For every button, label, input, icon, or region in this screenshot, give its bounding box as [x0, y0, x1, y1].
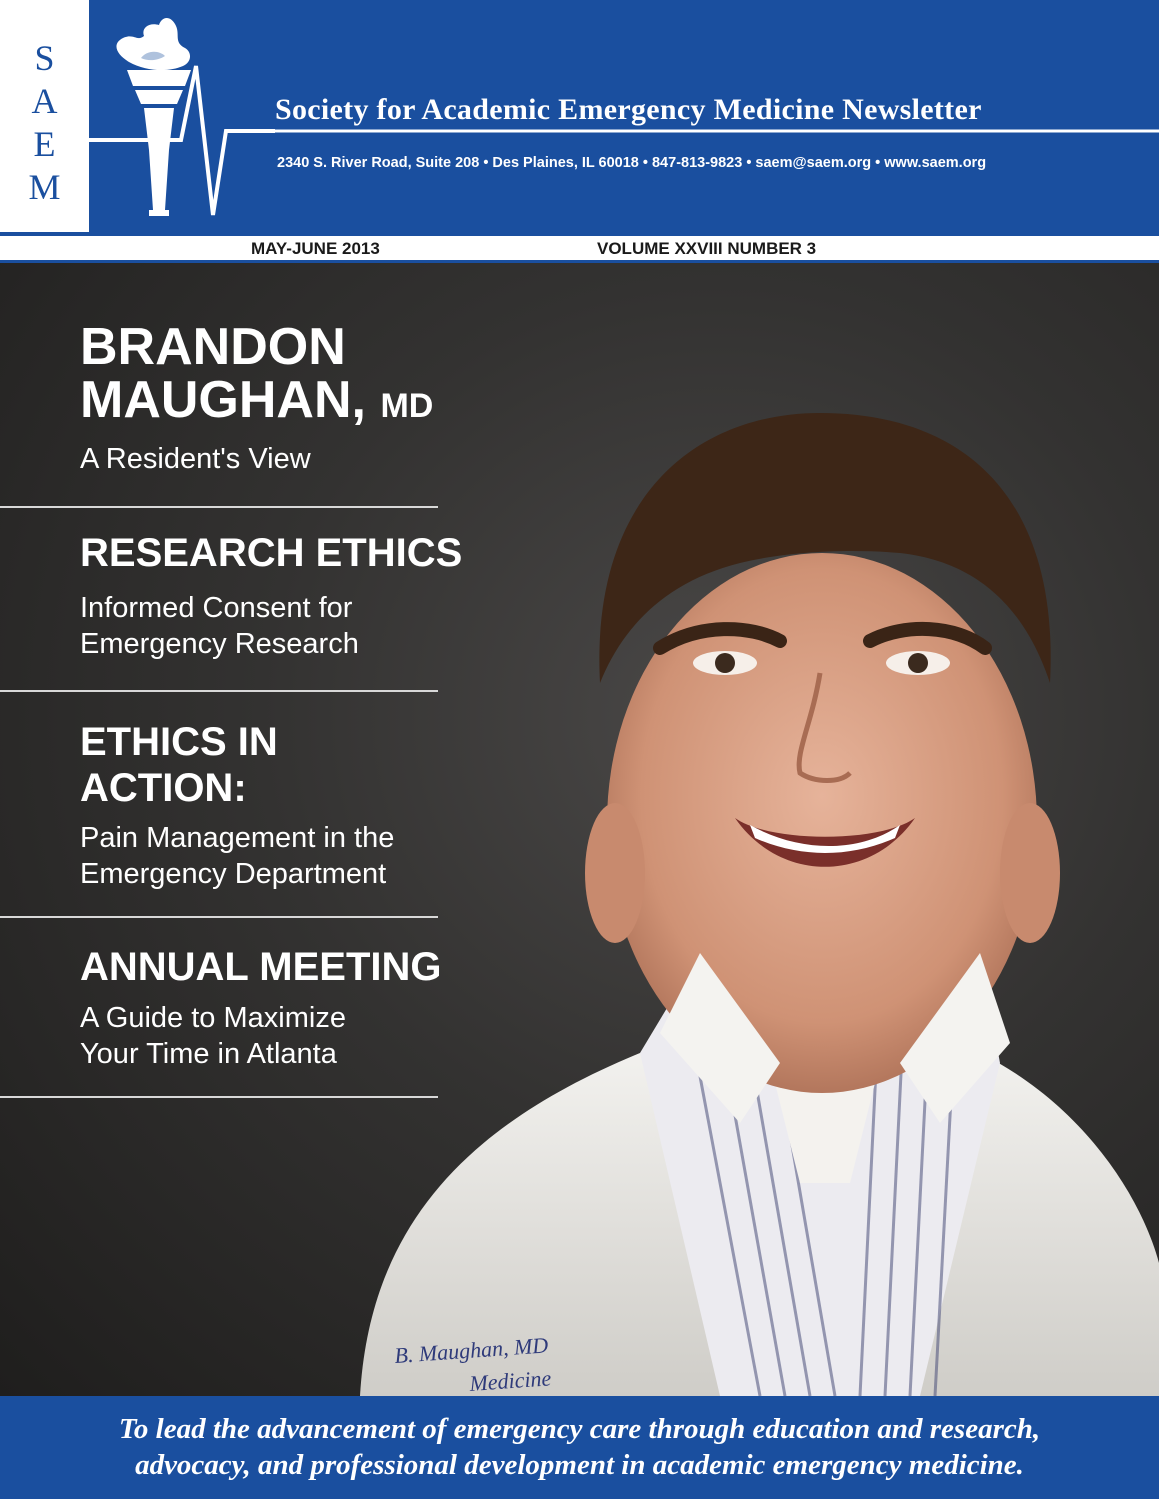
feature-1-surname: MAUGHAN,	[80, 371, 366, 429]
logo-letter-e: E	[33, 124, 56, 164]
divider-1	[0, 506, 438, 508]
issue-volume: VOLUME XXVIII NUMBER 3	[597, 239, 817, 258]
feature-4-title: ANNUAL MEETING	[80, 945, 442, 989]
logo-letter-s: S	[34, 38, 55, 78]
issue-date: MAY-JUNE 2013	[251, 239, 380, 258]
feature-3-subtitle-line1: Pain Management in the	[80, 822, 395, 854]
logo-letter-a: A	[31, 81, 58, 121]
feature-2-subtitle-line2: Emergency Research	[80, 628, 359, 660]
mission-statement	[0, 1411, 1159, 1483]
feature-3-subtitle-line2: Emergency Department	[80, 858, 387, 890]
divider-3	[0, 916, 438, 918]
feature-1-title-line2	[80, 371, 434, 429]
logo-letter-m: M	[28, 167, 61, 207]
feature-4-subtitle-line1: A Guide to Maximize	[80, 1002, 346, 1034]
mission-line-2: advocacy, and professional development in academic emergency medicine.	[135, 1449, 1024, 1481]
contact-address: 2340 S. River Road, Suite 208 • Des Plaines, IL 60018 • 847-813-9823 • saem@saem.org • www.saem.org	[277, 155, 987, 171]
feature-1-suffix: MD	[380, 387, 434, 425]
feature-4-subtitle-line2: Your Time in Atlanta	[80, 1038, 337, 1070]
issue-bar	[0, 236, 1159, 263]
coat-embroidery-dept: Medicine	[468, 1365, 553, 1396]
saem-logo	[0, 0, 89, 232]
feature-1-subtitle: A Resident's View	[80, 443, 311, 475]
feature-3-title-line1: ETHICS IN	[80, 720, 278, 764]
masthead	[0, 0, 1159, 236]
divider-2	[0, 690, 438, 692]
mission-line-1: To lead the advancement of emergency care through education and research,	[118, 1413, 1041, 1445]
feature-3-title-line2: ACTION:	[80, 766, 247, 810]
newsletter-title: Society for Academic Emergency Medicine Newsletter	[275, 93, 982, 126]
coat-embroidery-name: B. Maughan, MD	[393, 1332, 549, 1368]
feature-2-subtitle-line1: Informed Consent for	[80, 592, 353, 624]
divider-4	[0, 1096, 438, 1098]
feature-1-title-line1: BRANDON	[80, 318, 346, 376]
feature-2-title: RESEARCH ETHICS	[80, 531, 463, 575]
